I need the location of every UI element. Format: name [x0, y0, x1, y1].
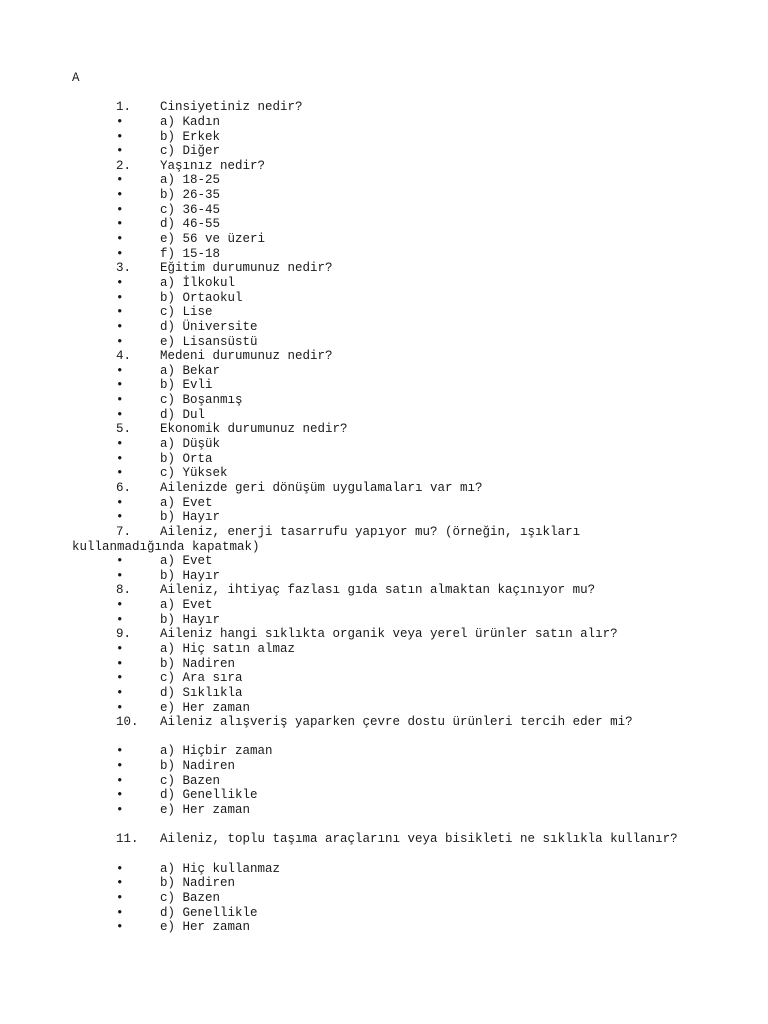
question-line — [72, 261, 732, 276]
question-item — [72, 422, 732, 481]
option-item — [72, 598, 732, 613]
option-label: a) Hiçbir zaman — [160, 744, 273, 759]
option-list — [72, 862, 732, 935]
option-item — [72, 774, 732, 789]
option-label: d) 46-55 — [160, 217, 221, 232]
blank-line — [72, 730, 732, 745]
option-label: a) Hiç satın almaz — [160, 641, 296, 656]
option-label: b) Nadiren — [160, 876, 236, 891]
question-list — [72, 100, 732, 935]
option-label: b) Ortaokul — [160, 290, 243, 305]
bullet-icon: • — [116, 246, 124, 261]
option-item — [72, 657, 732, 672]
option-item — [72, 437, 732, 452]
option-item — [72, 232, 732, 247]
bullet-icon: • — [116, 378, 124, 393]
option-item — [72, 671, 732, 686]
option-label: e) Her zaman — [160, 700, 251, 715]
question-item — [72, 481, 732, 525]
option-label: b) Hayır — [160, 568, 221, 583]
option-item — [72, 510, 732, 525]
option-label: d) Genellikle — [160, 905, 258, 920]
option-label: f) 15-18 — [160, 246, 221, 261]
bullet-icon: • — [116, 641, 124, 656]
option-label: c) Bazen — [160, 890, 221, 905]
bullet-icon: • — [116, 466, 124, 481]
bullet-icon: • — [116, 905, 124, 920]
option-label: c) 36-45 — [160, 202, 221, 217]
option-item — [72, 305, 732, 320]
option-item — [72, 247, 732, 262]
option-item — [72, 876, 732, 891]
option-item — [72, 686, 732, 701]
option-item — [72, 188, 732, 203]
bullet-icon: • — [116, 612, 124, 627]
bullet-icon: • — [116, 451, 124, 466]
option-label: d) Sıklıkla — [160, 685, 243, 700]
option-label: a) Evet — [160, 598, 213, 613]
question-text: Aileniz, enerji tasarrufu yapıyor mu? (örneğin, ışıkları — [160, 524, 581, 539]
option-item — [72, 569, 732, 584]
bullet-icon: • — [116, 788, 124, 803]
option-item — [72, 115, 732, 130]
option-item — [72, 130, 732, 145]
option-label: e) 56 ve üzeri — [160, 232, 266, 247]
option-item — [72, 803, 732, 818]
option-label: d) Genellikle — [160, 788, 258, 803]
question-text: Aileniz, ihtiyaç fazlası gıda satın almaktan kaçınıyor mu? — [160, 583, 596, 598]
option-item — [72, 862, 732, 877]
bullet-icon: • — [116, 319, 124, 334]
blank-line — [72, 86, 732, 101]
bullet-icon: • — [116, 334, 124, 349]
option-label: c) Ara sıra — [160, 671, 243, 686]
question-line — [72, 583, 732, 598]
option-item — [72, 920, 732, 935]
option-label: a) Evet — [160, 554, 213, 569]
question-number: 6. — [116, 480, 132, 495]
option-list — [72, 642, 732, 715]
question-line — [72, 349, 732, 364]
bullet-icon: • — [116, 671, 124, 686]
option-list — [72, 496, 732, 525]
question-line — [72, 627, 732, 642]
option-label: c) Bazen — [160, 773, 221, 788]
option-item — [72, 291, 732, 306]
option-item — [72, 891, 732, 906]
option-item — [72, 759, 732, 774]
option-list — [72, 437, 732, 481]
question-line — [72, 715, 732, 730]
bullet-icon: • — [116, 803, 124, 818]
section-letter: A — [72, 71, 80, 85]
option-list — [72, 554, 732, 583]
option-item — [72, 788, 732, 803]
question-line — [72, 422, 732, 437]
question-number: 11. — [116, 832, 139, 847]
bullet-icon: • — [116, 759, 124, 774]
option-item — [72, 203, 732, 218]
option-item — [72, 613, 732, 628]
option-label: c) Boşanmış — [160, 393, 243, 408]
option-item — [72, 335, 732, 350]
option-label: b) Hayır — [160, 510, 221, 525]
bullet-icon: • — [116, 598, 124, 613]
bullet-icon: • — [116, 290, 124, 305]
option-label: a) Hiç kullanmaz — [160, 861, 281, 876]
question-text: Aileniz alışveriş yaparken çevre dostu ürünleri tercih eder mi? — [160, 715, 633, 730]
option-list — [72, 744, 732, 817]
question-text: Yaşınız nedir? — [160, 158, 266, 173]
question-line — [72, 159, 732, 174]
option-item — [72, 144, 732, 159]
bullet-icon: • — [116, 393, 124, 408]
option-item — [72, 554, 732, 569]
option-item — [72, 496, 732, 511]
question-line — [72, 832, 732, 847]
option-item — [72, 906, 732, 921]
bullet-icon: • — [116, 407, 124, 422]
question-number: 5. — [116, 422, 132, 437]
bullet-icon: • — [116, 568, 124, 583]
question-text: Aileniz hangi sıklıkta organik veya yerel ürünler satın alır? — [160, 627, 618, 642]
question-text-wrap: kullanmadığında kapatmak) — [72, 539, 260, 554]
option-label: b) Evli — [160, 378, 213, 393]
question-item — [72, 715, 732, 817]
question-number: 10. — [116, 715, 139, 730]
option-item — [72, 393, 732, 408]
blank-line — [72, 847, 732, 862]
question-number: 3. — [116, 261, 132, 276]
option-item — [72, 408, 732, 423]
bullet-icon: • — [116, 129, 124, 144]
option-label: b) Nadiren — [160, 759, 236, 774]
bullet-icon: • — [116, 861, 124, 876]
option-label: c) Yüksek — [160, 466, 228, 481]
option-label: b) Hayır — [160, 612, 221, 627]
bullet-icon: • — [116, 890, 124, 905]
question-number: 1. — [116, 100, 132, 115]
option-label: b) Erkek — [160, 129, 221, 144]
option-label: d) Dul — [160, 407, 206, 422]
bullet-icon: • — [116, 188, 124, 203]
option-label: a) İlkokul — [160, 275, 236, 290]
option-label: c) Diğer — [160, 144, 221, 159]
question-line — [72, 481, 732, 496]
option-label: a) Kadın — [160, 114, 221, 129]
question-item — [72, 583, 732, 627]
bullet-icon: • — [116, 554, 124, 569]
bullet-icon: • — [116, 202, 124, 217]
question-text: Ailenizde geri dönüşüm uygulamaları var mı? — [160, 480, 483, 495]
bullet-icon: • — [116, 656, 124, 671]
bullet-icon: • — [116, 305, 124, 320]
option-item — [72, 320, 732, 335]
question-text-continued — [72, 540, 732, 555]
question-item — [72, 261, 732, 349]
option-item — [72, 452, 732, 467]
option-label: b) 26-35 — [160, 188, 221, 203]
bullet-icon: • — [116, 275, 124, 290]
bullet-icon: • — [116, 114, 124, 129]
bullet-icon: • — [116, 876, 124, 891]
option-list — [72, 115, 732, 159]
bullet-icon: • — [116, 920, 124, 935]
question-item — [72, 159, 732, 261]
question-item — [72, 100, 732, 159]
option-item — [72, 744, 732, 759]
option-label: b) Orta — [160, 451, 213, 466]
bullet-icon: • — [116, 744, 124, 759]
question-item — [72, 525, 732, 584]
bullet-icon: • — [116, 437, 124, 452]
option-label: a) 18-25 — [160, 173, 221, 188]
bullet-icon: • — [116, 510, 124, 525]
question-text: Eğitim durumunuz nedir? — [160, 261, 333, 276]
bullet-icon: • — [116, 173, 124, 188]
bullet-icon: • — [116, 495, 124, 510]
question-text: Cinsiyetiniz nedir? — [160, 100, 303, 115]
option-label: a) Evet — [160, 495, 213, 510]
bullet-icon: • — [116, 144, 124, 159]
option-list — [72, 173, 732, 261]
option-list — [72, 598, 732, 627]
bullet-icon: • — [116, 232, 124, 247]
option-item — [72, 642, 732, 657]
bullet-icon: • — [116, 700, 124, 715]
question-number: 2. — [116, 158, 132, 173]
option-label: e) Her zaman — [160, 803, 251, 818]
bullet-icon: • — [116, 685, 124, 700]
question-number: 7. — [116, 524, 132, 539]
question-text: Medeni durumunuz nedir? — [160, 349, 333, 364]
option-item — [72, 466, 732, 481]
question-number: 4. — [116, 349, 132, 364]
bullet-icon: • — [116, 217, 124, 232]
survey-document — [72, 71, 732, 935]
option-item — [72, 378, 732, 393]
option-label: e) Her zaman — [160, 920, 251, 935]
question-item — [72, 349, 732, 422]
question-number: 8. — [116, 583, 132, 598]
option-item — [72, 276, 732, 291]
option-item — [72, 701, 732, 716]
option-list — [72, 276, 732, 349]
blank-line — [72, 818, 732, 833]
question-text: Aileniz, toplu taşıma araçlarını veya bisikleti ne sıklıkla kullanır? — [160, 832, 678, 847]
bullet-icon: • — [116, 363, 124, 378]
option-list — [72, 364, 732, 423]
question-item — [72, 832, 732, 934]
question-item — [72, 627, 732, 715]
option-label: b) Nadiren — [160, 656, 236, 671]
option-label: a) Düşük — [160, 437, 221, 452]
question-number: 9. — [116, 627, 132, 642]
option-item — [72, 364, 732, 379]
option-label: c) Lise — [160, 305, 213, 320]
option-label: e) Lisansüstü — [160, 334, 258, 349]
option-label: d) Üniversite — [160, 319, 258, 334]
option-label: a) Bekar — [160, 363, 221, 378]
question-line — [72, 525, 732, 540]
bullet-icon: • — [116, 773, 124, 788]
question-text: Ekonomik durumunuz nedir? — [160, 422, 348, 437]
question-line — [72, 100, 732, 115]
option-item — [72, 217, 732, 232]
option-item — [72, 173, 732, 188]
